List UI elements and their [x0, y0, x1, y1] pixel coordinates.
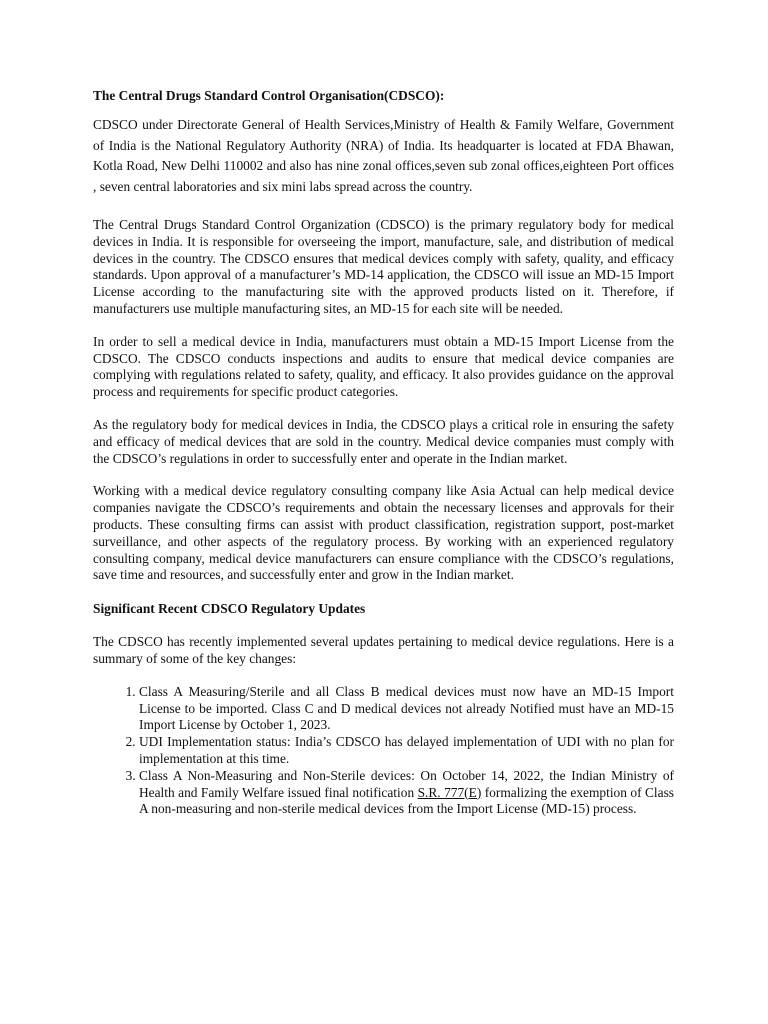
list-item	[139, 684, 674, 734]
document-title: The Central Drugs Standard Control Organisation(CDSCO):	[93, 88, 445, 103]
list-item	[139, 768, 674, 818]
update-text: UDI Implementation status: India’s CDSCO has delayed implementation of UDI with no plan for implementation at this time.	[139, 734, 674, 766]
updates-heading: Significant Recent CDSCO Regulatory Updates	[93, 601, 366, 617]
update-text: formalizing the exemption of Class A non-measuring and non-sterile medical devices from the Import License (MD-15) process.	[139, 784, 674, 817]
notification-link[interactable]: S.R. 777(E)	[417, 784, 482, 800]
paragraph-consulting: Working with a medical device regulatory consulting company like Asia Actual can help medical device companies navigate the CDSCO’s requirements and obtain the necessary licenses and approvals for their products. These consulting firms can assist with product classification, registration support, post-market surveillance, and other aspects of the regulatory process. By working with an experienced regulatory consulting company, medical device manufacturers can ensure compliance with the CDSCO’s regulations, save time and resources, and successfully enter and grow in the Indian market.	[93, 483, 674, 583]
list-item	[139, 734, 674, 768]
intro-paragraph: CDSCO under Directorate General of Health Services,Ministry of Health & Family Welfare, Government of India is the National Regulatory Authority (NRA) of India. Its headquarter is located at FDA Bhawan, Kotla Road, New Delhi 110002 and also has nine zonal offices,seven sub zonal offices,eighteen Port offices , seven central laboratories and six mini labs spread across the country.	[93, 117, 674, 194]
updates-intro: The CDSCO has recently implemented several updates pertaining to medical device regulations. Here is a summary of some of the key changes:	[93, 634, 674, 666]
paragraph-cdsco-overview: The Central Drugs Standard Control Organization (CDSCO) is the primary regulatory body for medical devices in India. It is responsible for overseeing the import, manufacture, sale, and distribution of medical devices in the country. The CDSCO ensures that medical devices comply with safety, quality, and efficacy standards. Upon approval of a manufacturer’s MD-14 application, the CDSCO will issue an MD-15 Import License according to the manufacturing site with the approved products listed on it. Therefore, if manufacturers use multiple manufacturing sites, an MD-15 for each site will be needed.	[93, 217, 674, 316]
document-page	[93, 87, 674, 818]
update-text: Class A Non-Measuring and Non-Sterile devices: On October 14, 2022, the Indian Ministry of Health and Family Welfare issued final notification	[139, 767, 674, 800]
paragraph-import-license: In order to sell a medical device in India, manufacturers must obtain a MD-15 Import License from the CDSCO. The CDSCO conducts inspections and audits to ensure that medical device companies are complying with regulations related to safety, quality, and efficacy. It also provides guidance on the approval process and requirements for specific product categories.	[93, 333, 674, 400]
paragraph-regulatory-role: As the regulatory body for medical devices in India, the CDSCO plays a critical role in ensuring the safety and efficacy of medical devices that are sold in the country. Medical device companies must comply with the CDSCO’s regulations in order to successfully enter and operate in the Indian market.	[93, 416, 674, 466]
updates-list	[93, 684, 674, 818]
update-text: Class A Measuring/Sterile and all Class B medical devices must now have an MD-15 Import License to be imported. Class C and D medical devices not already Notified must have an MD-15 Import License by October 1, 2023.	[139, 683, 674, 733]
